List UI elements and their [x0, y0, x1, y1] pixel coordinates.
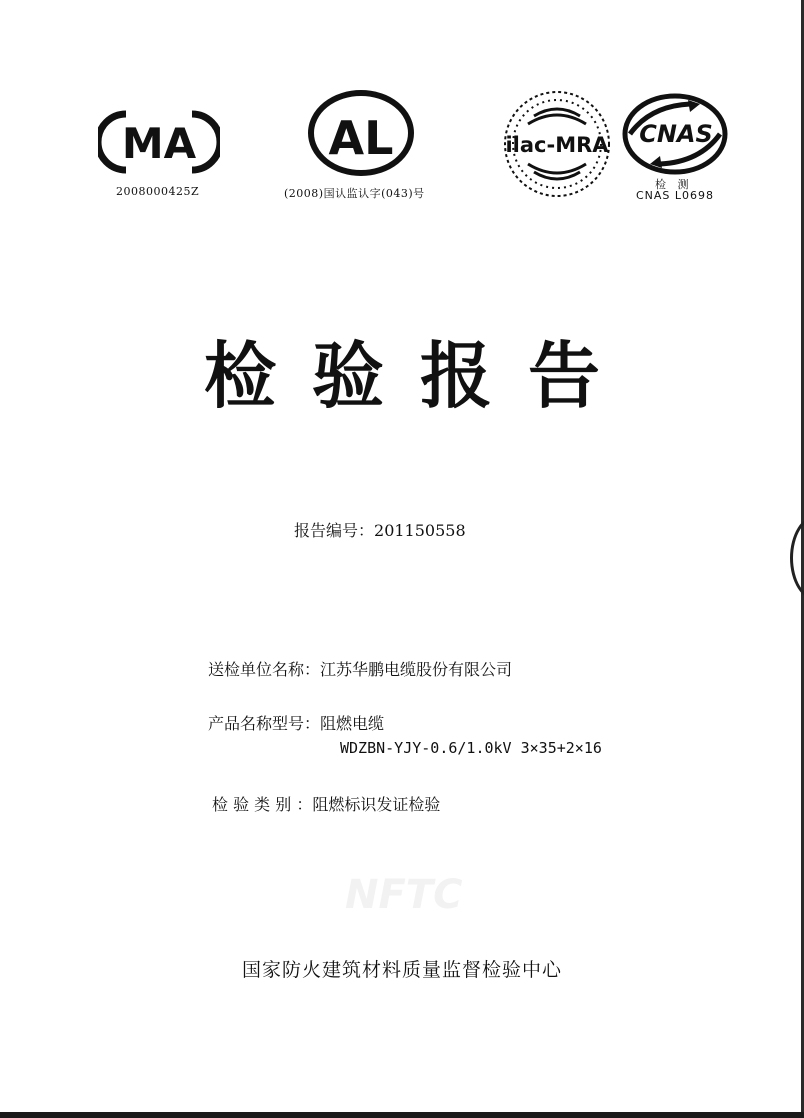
client-row: [208, 657, 512, 680]
watermark: NFTC: [345, 872, 463, 918]
report-number-value: 201150558: [374, 521, 466, 540]
ilac-mra-logo-text: ilac-MRA: [505, 133, 609, 157]
scan-edge-bottom: [0, 1112, 804, 1118]
report-number: [294, 518, 466, 541]
cma-logo-text: MA: [121, 119, 197, 168]
cma-caption: 2008000425Z: [116, 185, 200, 198]
client-label: 送检单位名称：: [208, 660, 321, 679]
cnas-logo-text: CNAS: [639, 120, 713, 148]
inspection-type-value: 阻燃标识发证检验: [312, 795, 441, 814]
cal-logo-icon: [306, 90, 416, 176]
cma-logo-icon: [98, 108, 220, 176]
ilac-mra-logo-icon: [498, 88, 616, 200]
issuer-name: 国家防火建筑材料质量监督检验中心: [241, 959, 562, 981]
binding-hole: [790, 515, 804, 601]
report-title: 检验报告: [203, 334, 636, 418]
product-value-line1: 阻燃电缆: [320, 714, 385, 733]
inspection-type-row: [212, 792, 440, 815]
cnas-caption-line2: CNAS L0698: [636, 189, 715, 202]
cnas-logo-icon: [620, 92, 730, 176]
product-label: 产品名称型号：: [208, 714, 321, 733]
report-number-label: 报告编号：: [294, 521, 375, 540]
cal-logo-text: AL: [328, 111, 394, 165]
product-value-line2: WDZBN-YJY-0.6/1.0kV 3×35+2×16: [340, 739, 602, 757]
product-row: [208, 711, 384, 734]
cnas-caption-line1: 检 测: [655, 178, 693, 191]
client-value: 江苏华鹏电缆股份有限公司: [320, 660, 513, 679]
cal-caption: (2008)国认监认字(043)号: [284, 187, 425, 200]
inspection-type-label: 检 验 类 别 ：: [212, 795, 313, 814]
